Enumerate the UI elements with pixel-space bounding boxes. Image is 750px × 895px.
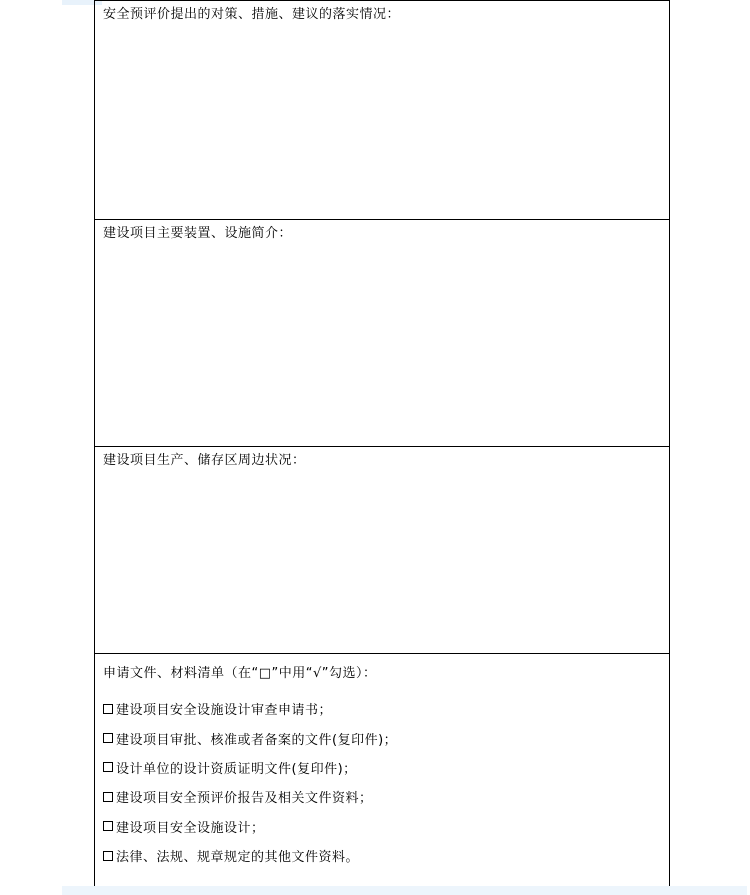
- check-item-design-qualification[interactable]: [103, 753, 397, 782]
- checkbox-icon[interactable]: [103, 762, 113, 772]
- check-item-label: 设计单位的设计资质证明文件(复印件)；: [116, 761, 357, 777]
- materials-check-list: [103, 694, 397, 870]
- section-label-surroundings: 建设项目生产、储存区周边状况：: [103, 453, 306, 468]
- checkbox-icon[interactable]: [103, 851, 113, 861]
- check-item-label: 建设项目安全设施设计；: [116, 820, 265, 836]
- check-item-other-documents[interactable]: [103, 841, 397, 870]
- check-item-label: 建设项目安全预评价报告及相关文件资料；: [116, 791, 373, 807]
- section-label-main-facilities: 建设项目主要装置、设施简介：: [103, 226, 293, 241]
- checkbox-icon[interactable]: [103, 821, 113, 831]
- section-materials-checklist: [95, 654, 669, 888]
- check-item-approval-documents[interactable]: [103, 723, 397, 752]
- checkbox-icon[interactable]: [103, 792, 113, 802]
- section-main-facilities: [95, 220, 669, 447]
- section-label-countermeasures: 安全预评价提出的对策、措施、建议的落实情况：: [103, 7, 401, 22]
- page-bottom-edge: [62, 886, 747, 895]
- check-item-pre-evaluation-report[interactable]: [103, 782, 397, 811]
- section-countermeasures: [95, 1, 669, 220]
- check-item-label: 法律、法规、规章规定的其他文件资料。: [116, 850, 360, 866]
- section-surroundings: [95, 447, 669, 654]
- check-item-label: 建设项目安全设施设计审查申请书；: [116, 703, 333, 719]
- section-label-materials: 申请文件、材料清单（在“□”中用“√”勾选）：: [103, 666, 377, 681]
- check-item-safety-design[interactable]: [103, 812, 397, 841]
- check-item-application-form[interactable]: [103, 694, 397, 723]
- application-form-table: [94, 0, 670, 889]
- check-item-label: 建设项目审批、核准或者备案的文件(复印件)；: [116, 732, 398, 748]
- checkbox-icon[interactable]: [103, 704, 113, 714]
- checkbox-icon[interactable]: [103, 733, 113, 743]
